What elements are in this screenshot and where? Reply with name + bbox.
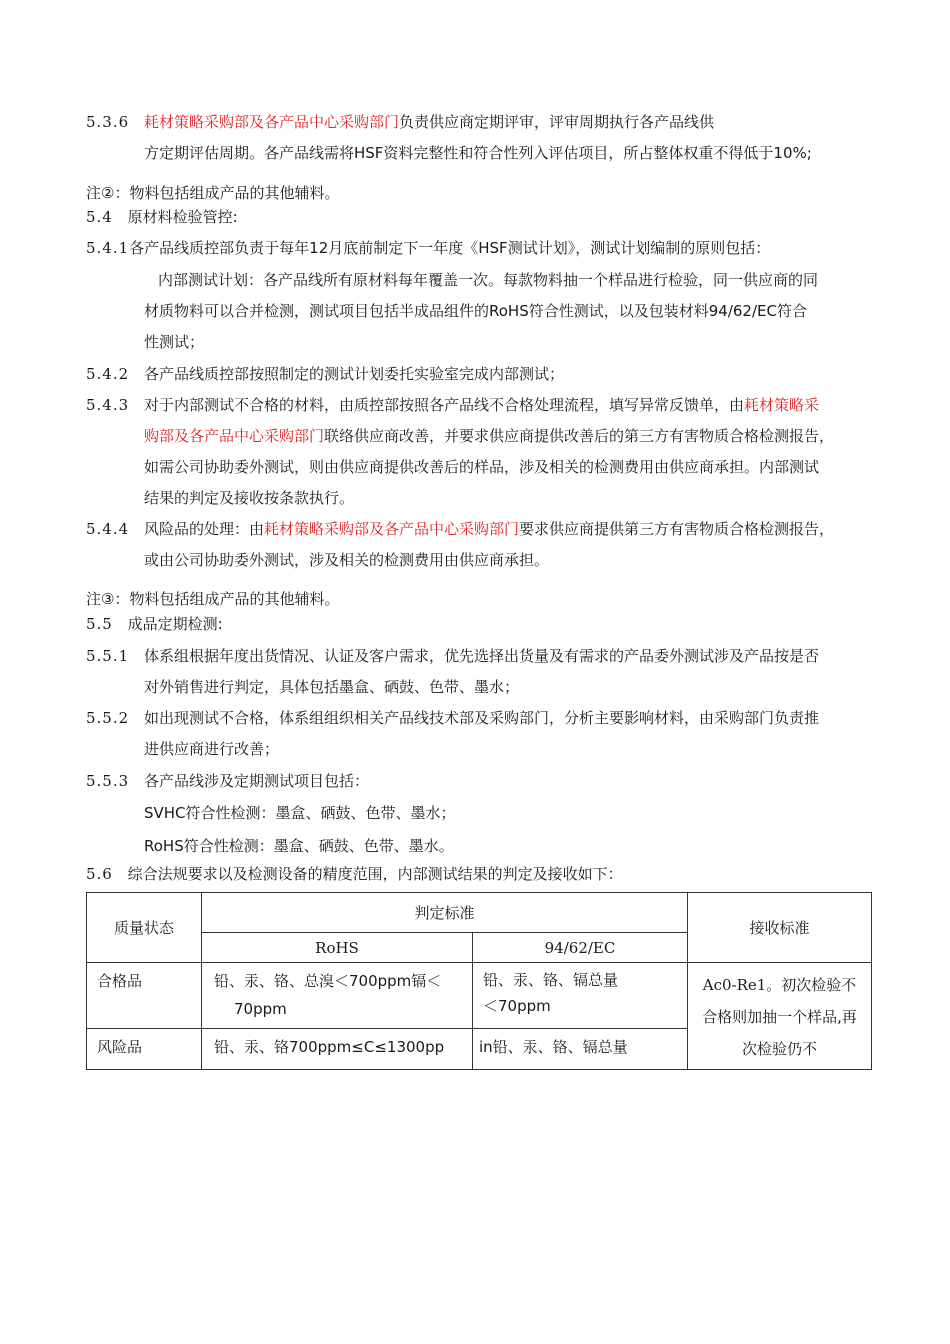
clause-5-5-3 xyxy=(86,771,369,791)
pass-rohs-line-1: 铅、汞、铬、总溴＜700ppm镉＜ xyxy=(214,972,442,990)
clause-5-4-1 xyxy=(86,238,770,258)
clause-5-4-3-line-4: 结果的判定及接收按条款执行。 xyxy=(144,489,355,507)
clause-number: 5.4.2 xyxy=(86,365,130,383)
header-rohs: RoHS xyxy=(202,933,473,963)
header-judge-standard: 判定标准 xyxy=(202,893,688,933)
clause-text: 体系组根据年度出货情况、认证及客户需求，优先选择出货量及有需求的产品委外测试涉及产品按是否 xyxy=(143,647,819,665)
judgement-table xyxy=(86,892,872,1070)
clause-5-3-6-cont: 方定期评估周期。各产品线需将HSF资料完整性和符合性列入评估项目，所占整体权重不得低于10%; xyxy=(144,144,812,162)
dept-highlight: 耗材策略采购部及各产品中心采购部门 xyxy=(143,113,399,131)
status-pass: 合格品 xyxy=(97,972,143,990)
dept-highlight: 耗材策略采 xyxy=(743,396,819,414)
clause-5-5-1 xyxy=(86,646,819,666)
pass-rohs-cell xyxy=(202,963,473,1029)
clause-5-5-1-line-2: 对外销售进行判定，具体包括墨盒、硒鼓、色带、墨水； xyxy=(144,678,520,696)
note-3: 注③：物料包括组成产品的其他辅料。 xyxy=(86,590,340,608)
pass-rohs-line-2: 70ppm xyxy=(234,1000,287,1018)
status-risk: 风险品 xyxy=(97,1038,143,1057)
clause-number: 5.4.1 xyxy=(86,239,130,257)
clause-5-4-3-line-2 xyxy=(144,426,834,446)
dept-highlight: 购部及各产品中心采购部门 xyxy=(144,427,325,445)
clause-text: 风险品的处理：由 xyxy=(143,520,264,538)
clause-text: 如出现测试不合格，体系组组织相关产品线技术部及采购部门，分析主要影响材料，由采购部门负责推 xyxy=(143,709,819,727)
table-header-row xyxy=(87,893,872,933)
pass-pkg-cell xyxy=(473,963,688,1029)
note-2: 注②：物料包括组成产品的其他辅料。 xyxy=(86,184,340,202)
clause-5-3-6 xyxy=(86,112,714,132)
table-row xyxy=(87,963,872,1029)
section-number: 5.6 xyxy=(86,865,113,883)
svhc-item: SVHC符合性检测：墨盒、硒鼓、色带、墨水； xyxy=(144,804,456,822)
section-5-6 xyxy=(86,864,623,884)
clause-5-4-4-line-2: 或由公司协助委外测试，涉及相关的检测费用由供应商承担。 xyxy=(144,551,550,569)
risk-pkg: in铅、汞、铬、镉总量 xyxy=(479,1038,628,1057)
rohs-item: RoHS符合性检测：墨盒、硒鼓、色带、墨水。 xyxy=(144,837,454,855)
clause-5-4-2 xyxy=(86,364,564,384)
section-title: 综合法规要求以及检测设备的精度范围，内部测试结果的判定及接收如下： xyxy=(127,865,623,883)
clause-number: 5.5.1 xyxy=(86,647,130,665)
risk-rohs-cell xyxy=(202,1029,473,1070)
clause-5-4-4 xyxy=(86,519,834,539)
risk-rohs: 铅、汞、铬700ppm≤C≤1300pp xyxy=(214,1038,445,1057)
accept-line-2: 合格则加抽一个样品,再 xyxy=(702,1008,857,1026)
pass-pkg-line-2: ＜70ppm xyxy=(483,997,551,1015)
status-risk-cell xyxy=(87,1029,202,1070)
section-number: 5.4 xyxy=(86,208,113,226)
section-5-4 xyxy=(86,207,238,227)
clause-5-5-2 xyxy=(86,708,819,728)
clause-text-cont: 要求供应商提供第三方有害物质合格检测报告， xyxy=(518,520,834,538)
clause-number: 5.4.3 xyxy=(86,396,130,414)
clause-text: 各产品线质控部负责于每年12月底前制定下一年度《HSF测试计划》，测试计划编制的原则包括： xyxy=(129,239,771,257)
clause-number: 5.3.6 xyxy=(86,113,130,131)
header-packaging: 94/62/EC xyxy=(473,933,688,963)
clause-text: 各产品线质控部按照制定的测试计划委托实验室完成内部测试； xyxy=(143,365,564,383)
header-quality-status: 质量状态 xyxy=(87,893,202,963)
section-5-5 xyxy=(86,614,223,634)
dept-highlight: 耗材策略采购部及各产品中心采购部门 xyxy=(263,520,519,538)
clause-text: 联络供应商改善，并要求供应商提供改善后的第三方有害物质合格检测报告， xyxy=(324,427,835,445)
clause-5-5-2-line-2: 进供应商进行改善； xyxy=(144,740,280,758)
accept-cell xyxy=(688,963,872,1070)
clause-number: 5.5.3 xyxy=(86,772,130,790)
clause-5-4-3 xyxy=(86,395,819,415)
clause-5-4-1-sub-3: 性测试； xyxy=(144,333,205,351)
risk-pkg-cell xyxy=(473,1029,688,1070)
pass-pkg-line-1: 铅、汞、铬、镉总量 xyxy=(483,971,619,989)
clause-number: 5.4.4 xyxy=(86,520,130,538)
clause-text: 各产品线涉及定期测试项目包括： xyxy=(143,772,369,790)
section-title: 成品定期检测: xyxy=(127,615,223,633)
section-title: 原材料检验管控: xyxy=(127,208,238,226)
accept-line-1: Ac0-Re1。初次检验不 xyxy=(702,976,857,994)
clause-5-4-1-sub-2: 材质物料可以合并检测，测试项目包括半成品组件的RoHS符合性测试，以及包装材料94/62/EC符合 xyxy=(144,302,807,320)
accept-line-3: 次检验仍不 xyxy=(742,1040,818,1058)
section-number: 5.5 xyxy=(86,615,113,633)
status-pass-cell xyxy=(87,963,202,1029)
header-accept-standard: 接收标准 xyxy=(688,893,872,963)
clause-text: 对于内部测试不合格的材料，由质控部按照各产品线不合格处理流程，填写异常反馈单，由 xyxy=(143,396,744,414)
clause-5-4-3-line-3: 如需公司协助委外测试，则由供应商提供改善后的样品，涉及相关的检测费用由供应商承担。内部测试 xyxy=(144,458,820,476)
clause-number: 5.5.2 xyxy=(86,709,130,727)
clause-text: 负责供应商定期评审，评审周期执行各产品线供 xyxy=(398,113,714,131)
clause-5-4-1-sub-1: 内部测试计划：各产品线所有原材料每年覆盖一次。每款物料抽一个样品进行检验，同一供应商的同 xyxy=(158,271,819,289)
